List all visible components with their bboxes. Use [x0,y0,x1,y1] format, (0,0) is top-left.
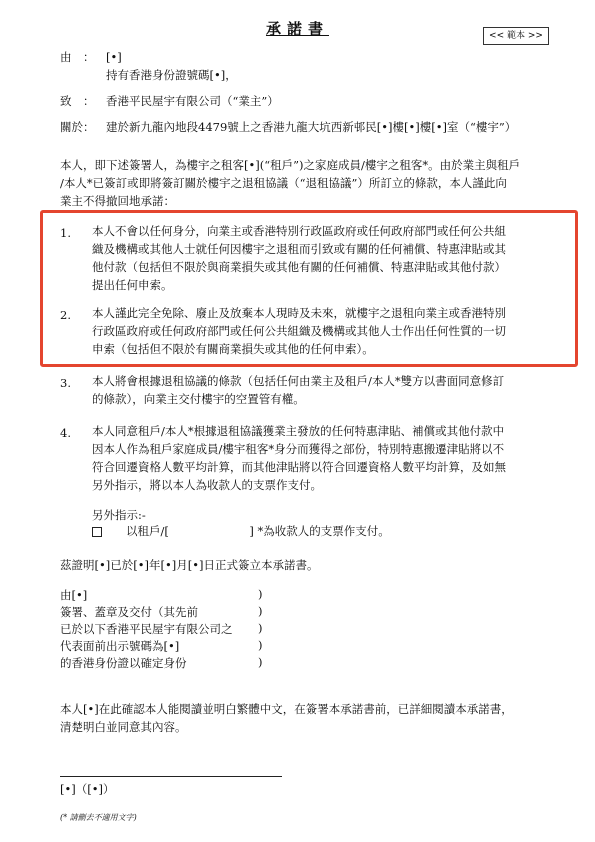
clause-2-text [92,304,572,358]
to-row [60,92,279,110]
from-line1: [•] [106,50,122,64]
to-label: 致 ： [60,94,95,108]
to-value: 香港平民屋宇有限公司（“業主”） [106,94,279,108]
intro-line: 本人，即下述簽署人，為樓宇之租客[•](“租戶”)之家庭成員/樓宇之租客*。由於業主與租戶 [60,158,521,172]
clause-4-text [92,422,572,494]
clause-line: 另外指示，將以本人為收款人的支票作支付。 [92,478,322,492]
signature-name: [•]（[•]） [60,782,115,796]
bracket-mark: ) [258,621,263,635]
confirm-line: 本人[•]在此確認本人能閱讀並明白繁體中文，在簽署本承諾書前，已詳細閱讀本承諾書， [60,702,513,716]
confirm-line: 清楚明白並同意其內容。 [60,720,187,734]
confirm-paragraph [60,700,585,736]
clause-line: 符合回遷資格人數平均計算，而其他津貼將以符合回遷資格人數平均計算，及如無 [92,460,506,474]
intro-paragraph [60,156,580,210]
instruction-option [92,522,572,540]
clause-2-number: 2. [60,308,71,322]
clause-line: 提出任何申索。 [92,278,173,292]
clause-line: 織及機構或其他人士就任何因樓宇之退租而引致或有關的任何補償、特惠津貼或其 [92,242,506,256]
clause-line: 本人將會根據退租協議的條款（包括任何由業主及租戶/本人*雙方以書面同意修訂 [92,374,505,388]
footnote: (* 請刪去不適用文字) [60,813,137,822]
clause-1-text [92,222,572,294]
bracket-mark: ) [258,604,263,618]
document-title: 承諾書 [265,20,329,38]
clause-line: 本人謹此完全免除、廢止及放棄本人現時及未來，就樓宇之退租向業主或香港特別 [92,306,506,320]
intro-line: /本人*已簽訂或即將簽訂關於樓宇之退租協議（“退租協議”）所訂立的條款，本人謹此向 [60,176,507,190]
instruction-option-text: 以租戶/[ ] *為收款人的支票作支付。 [126,524,390,538]
bracket-mark: ) [258,655,263,669]
signature-line-1: 由[•] [60,588,88,602]
clause-line: 本人不會以任何身分，向業主或香港特別行政區政府或任何政府部門或任何公共組 [92,224,506,238]
clause-line: 因本人作為租戶家庭成員/樓宇租客*身分而獲得之部份，特別特惠搬遷津貼將以不 [92,442,505,456]
clause-line: 行政區政府或任何政府部門或任何公共組織及機構或其他人士作出任何性質的一切 [92,324,506,338]
from-label: 由 ： [60,50,95,64]
signature-line-3: 已於以下香港平民屋宇有限公司之 [60,622,233,636]
clause-1-number: 1. [60,226,71,240]
signature-line-5: 的香港身份證以確定身份 [60,656,187,670]
certify-line: 茲證明[•]已於[•]年[•]月[•]日正式簽立本承諾書。 [60,558,319,572]
instruction-label: 另外指示:- [92,508,146,522]
bracket-mark: ) [258,638,263,652]
from-line2: 持有香港身份證號碼[•]， [106,68,237,82]
clause-line: 本人同意租戶/本人*根據退租協議獲業主發放的任何特惠津貼、補償或其他付款中 [92,424,505,438]
bracket-mark: ) [258,587,263,601]
re-label: 關於： [60,120,95,134]
clause-line: 申索（包括但不限於有關商業損失或其他的任何申索）。 [92,342,374,356]
intro-line: 業主不得撤回地承諾： [60,194,175,208]
clause-4-number: 4. [60,426,71,440]
from-row [60,48,122,66]
clause-line: 的條款），向業主交付樓宇的空置管有權。 [92,392,305,406]
re-value: 建於新九龍內地段4479號上之香港九龍大坑西新邨民[•]樓[•]樓[•]室（“樓宇”） [106,120,517,134]
re-row [60,118,517,136]
sample-label: << 範本 >> [483,27,549,45]
payee-checkbox[interactable] [92,527,102,537]
signature-line-2: 簽署、蓋章及交付（其先前 [60,605,198,619]
signature-underline [60,776,282,777]
clause-3-text [92,372,572,408]
clause-line: 他付款（包括但不限於與商業損失或其他有關的任何補償、特惠津貼或其他付款） [92,260,506,274]
signature-line-4: 代表面前出示號碼為[•] [60,639,180,653]
clause-3-number: 3. [60,376,71,390]
